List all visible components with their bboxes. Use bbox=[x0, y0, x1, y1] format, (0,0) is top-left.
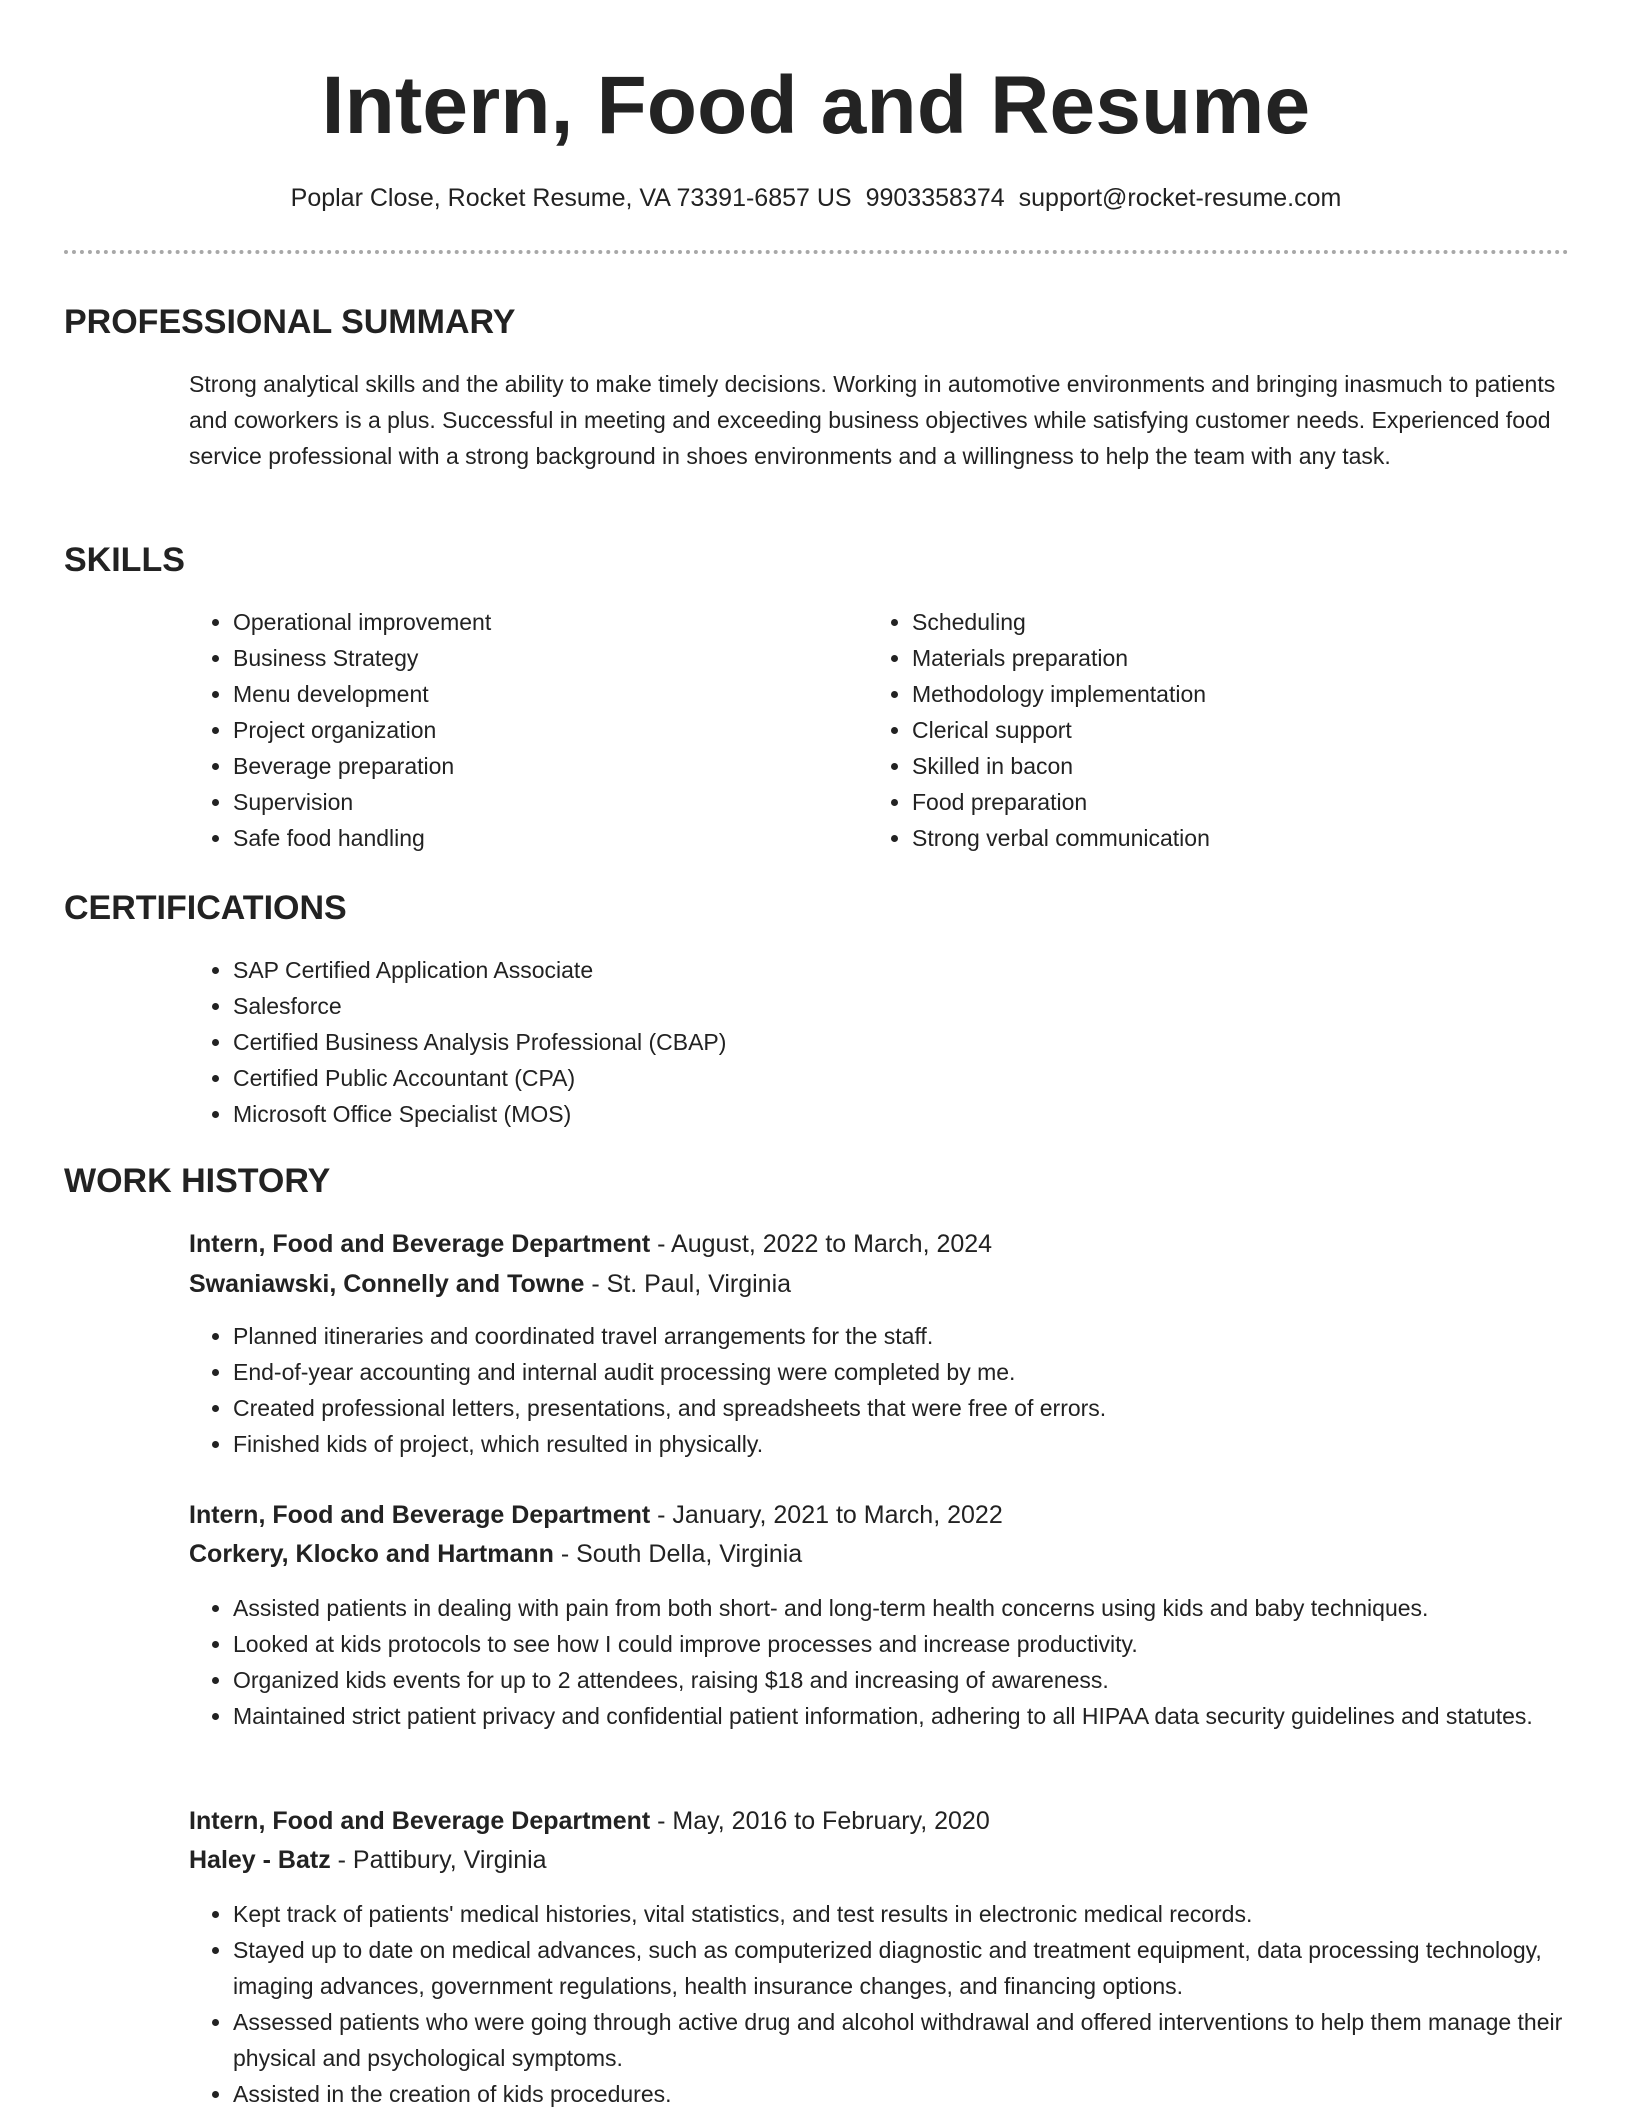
skill-item: • Supervision bbox=[233, 784, 833, 820]
skill-item: • Project organization bbox=[233, 712, 833, 748]
skill-item: • Scheduling bbox=[912, 604, 1512, 640]
job-bullet: • Maintained strict patient privacy and confidential patient information, adhering to all HIPAA data security guidelines and statutes. bbox=[233, 1698, 1613, 1734]
skill-item: • Methodology implementation bbox=[912, 676, 1512, 712]
job-location: - St. Paul, Virginia bbox=[584, 1270, 792, 1298]
contact-phone: 9903358374 bbox=[865, 184, 1005, 212]
contact-email[interactable]: support@rocket-resume.com bbox=[1018, 184, 1342, 212]
skill-item: • Materials preparation bbox=[912, 640, 1512, 676]
job-company-line bbox=[189, 1536, 802, 1572]
job-bullet: • Assisted in the creation of kids procedures. bbox=[233, 2076, 1613, 2112]
job-bullets bbox=[189, 1896, 1613, 2112]
skill-item: • Strong verbal communication bbox=[912, 820, 1512, 856]
job-dates: - August, 2022 to March, 2024 bbox=[650, 1230, 993, 1258]
skill-item: • Food preparation bbox=[912, 784, 1512, 820]
job-bullet: • Assisted patients in dealing with pain from both short- and long-term health concerns using kids and baby techniques. bbox=[233, 1590, 1613, 1626]
job-bullet: • Organized kids events for up to 2 attendees, raising $18 and increasing of awareness. bbox=[233, 1662, 1613, 1698]
job-bullets bbox=[189, 1590, 1613, 1734]
summary-heading: PROFESSIONAL SUMMARY bbox=[64, 303, 516, 341]
job-bullet: • Created professional letters, presentations, and spreadsheets that were free of errors. bbox=[233, 1390, 1613, 1426]
contact-line bbox=[0, 181, 1632, 215]
certification-item: • Microsoft Office Specialist (MOS) bbox=[233, 1096, 1533, 1132]
job-bullet: • Planned itineraries and coordinated travel arrangements for the staff. bbox=[233, 1318, 1613, 1354]
skill-item: • Beverage preparation bbox=[233, 748, 833, 784]
job-bullet: • Stayed up to date on medical advances, such as computerized diagnostic and treatment equipment, data processing technology, imaging advances, government regulations, health insurance changes, and financing options. bbox=[233, 1932, 1613, 2004]
job-bullet: • Kept track of patients' medical histories, vital statistics, and test results in electronic medical records. bbox=[233, 1896, 1613, 1932]
skills-list-left bbox=[189, 604, 833, 856]
job-bullet: • End-of-year accounting and internal audit processing were completed by me. bbox=[233, 1354, 1613, 1390]
certification-item: • Salesforce bbox=[233, 988, 1533, 1024]
certifications-heading: CERTIFICATIONS bbox=[64, 889, 347, 927]
job-bullet: • Assessed patients who were going through active drug and alcohol withdrawal and offered interventions to help them manage their physical and psychological symptoms. bbox=[233, 2004, 1613, 2076]
job-bullets bbox=[189, 1318, 1613, 1462]
job-company: Swaniawski, Connelly and Towne bbox=[189, 1270, 585, 1298]
skill-item: • Safe food handling bbox=[233, 820, 833, 856]
job-company-line bbox=[189, 1266, 791, 1302]
job-dates: - January, 2021 to March, 2022 bbox=[650, 1501, 1003, 1529]
contact-address: Poplar Close, Rocket Resume, VA 73391-6857 US bbox=[290, 184, 852, 212]
job-dates: - May, 2016 to February, 2020 bbox=[650, 1807, 990, 1835]
job-company-line bbox=[189, 1842, 547, 1878]
certification-item: • SAP Certified Application Associate bbox=[233, 952, 1533, 988]
job-role: Intern, Food and Beverage Department bbox=[189, 1230, 651, 1258]
skills-list-right bbox=[868, 604, 1512, 856]
job-title-line bbox=[189, 1803, 990, 1839]
skill-item: • Clerical support bbox=[912, 712, 1512, 748]
job-bullet: • Looked at kids protocols to see how I could improve processes and increase productivity. bbox=[233, 1626, 1613, 1662]
job-role: Intern, Food and Beverage Department bbox=[189, 1807, 651, 1835]
job-company: Corkery, Klocko and Hartmann bbox=[189, 1540, 554, 1568]
work-history-heading: WORK HISTORY bbox=[64, 1162, 331, 1200]
skill-item: • Business Strategy bbox=[233, 640, 833, 676]
certification-item: • Certified Business Analysis Professional (CBAP) bbox=[233, 1024, 1533, 1060]
job-title-line bbox=[189, 1226, 992, 1262]
skill-item: • Skilled in bacon bbox=[912, 748, 1512, 784]
skill-item: • Menu development bbox=[233, 676, 833, 712]
certifications-list bbox=[189, 952, 1533, 1132]
job-role: Intern, Food and Beverage Department bbox=[189, 1501, 651, 1529]
header-divider bbox=[64, 250, 1569, 254]
job-company: Haley - Batz bbox=[189, 1846, 331, 1874]
skill-item: • Operational improvement bbox=[233, 604, 833, 640]
candidate-name: Intern, Food and Resume bbox=[321, 60, 1311, 151]
job-location: - South Della, Virginia bbox=[553, 1540, 803, 1568]
job-bullet: • Finished kids of project, which resulted in physically. bbox=[233, 1426, 1613, 1462]
skills-heading: SKILLS bbox=[64, 541, 185, 579]
certification-item: • Certified Public Accountant (CPA) bbox=[233, 1060, 1533, 1096]
summary-text: Strong analytical skills and the ability to make timely decisions. Working in automotive environments and bringing inasmuch to patients and coworkers is a plus. Successful in meeting and exceeding business objectives while satisfying customer needs. Experienced food service professional with a strong background in shoes environments and a willingness to help the team with any task. bbox=[189, 371, 1556, 469]
job-location: - Pattibury, Virginia bbox=[330, 1846, 547, 1874]
job-title-line bbox=[189, 1497, 1003, 1533]
